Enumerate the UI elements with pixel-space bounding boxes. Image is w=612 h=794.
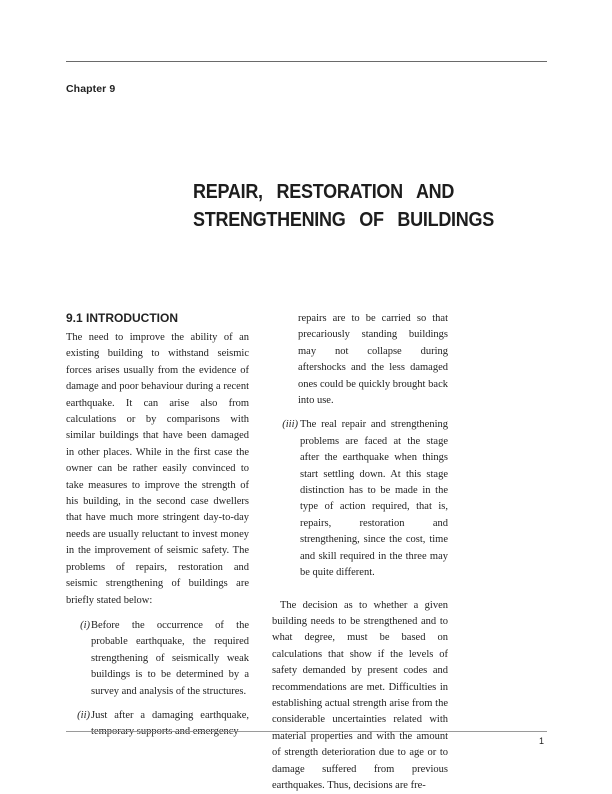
list-item [64,618,249,700]
list-item [64,708,249,741]
list-item-continuation [272,311,448,409]
section-heading: 9.1 INTRODUCTION [66,311,178,325]
chapter-title-line-1: REPAIR, RESTORATION AND [193,178,499,206]
list-item-text: Just after a damaging earthquake, temporary supports and emergency [91,710,249,737]
list-item-text: The real repair and strengthening problems are faced at the stage after the earthquake when things start settling down. At this stage distinction has to be made in the type of action required, that is, repairs, restoration and strengthening, since the cost, time and skill required in the three may be quite different. [300,419,448,578]
page-number: 1 [539,736,544,746]
list-item-text: Before the occurrence of the probable earthquake, the required strengthening of seismically weak buildings is to be determined by a survey and analysis of the structures. [91,620,249,697]
list-item-text: repairs are to be carried so that precariously standing buildings may not collapse during aftershocks and the less damaged ones could be quickly brought back into use. [298,313,448,406]
chapter-title-line-2: STRENGTHENING OF BUILDINGS [193,206,499,234]
intro-paragraph: The need to improve the ability of an existing building to withstand seismic forces arises usually from the evidence of damage and poor behaviour during a recent earthquake. It can arise also from calculations or by comparisons with similar buildings that have been damaged in other places. While in the first case the owner can be rather easily convinced to take measures to improve the strength of his building, in the second case dwellers that have much more stringent day-to-day needs are usually reluctant to invest money in the improvement of seismic safety. The problems of repairs, restoration and seismic strengthening of buildings are briefly stated below: [66,330,249,609]
top-rule [66,61,547,62]
chapter-label: Chapter 9 [66,83,115,95]
list-item-number: (iii) [272,417,298,433]
bottom-rule [66,731,547,732]
problem-list [66,618,249,741]
chapter-title [193,178,499,234]
list-item-number: (ii) [68,708,90,724]
left-column [66,330,249,749]
right-column [272,311,448,794]
decision-paragraph: The decision as to whether a given building needs to be strengthened and to what degree, must be based on calculations that show if the levels of safety demanded by present codes and recommendations are met. Difficulties in establishing actual strength arise from the considerable uncertainties related with material properties and with the amount of strength deterioration due to age or to damage suffered from previous earthquakes. Thus, decisions are fre- [272,598,448,794]
list-item [272,417,448,581]
list-item-number: (i) [68,618,90,634]
problem-list-continued [272,417,448,581]
